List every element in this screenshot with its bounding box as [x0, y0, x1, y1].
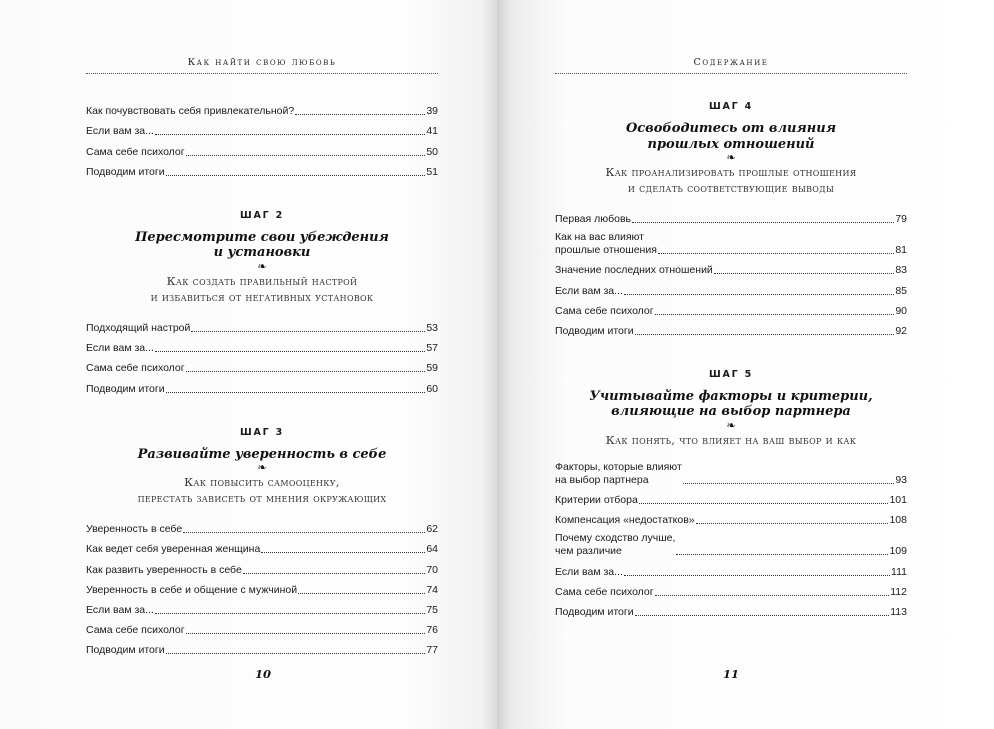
toc-entry-title: Компенсация «недостатков» [555, 514, 695, 527]
toc-content [86, 98, 438, 657]
toc-entry-title: Значение последних отношений [555, 264, 713, 277]
dot-leader [655, 314, 895, 315]
toc-entry-title: Подводим итоги [555, 605, 634, 618]
toc-entry-title: Уверенность в себе и общение с мужчиной [86, 583, 298, 596]
step-subtitle-line: и избавиться от негативных установок [150, 289, 374, 304]
toc-entry-page: 112 [890, 585, 907, 598]
toc-entry[interactable] [555, 507, 907, 527]
toc-entry-page: 111 [891, 565, 907, 578]
step-2-heading [86, 210, 438, 305]
toc-entry[interactable] [86, 637, 438, 657]
page-number: 10 [255, 667, 272, 681]
toc-entry-title-line: Почему сходство лучше, [555, 532, 676, 545]
step-label: ШАГ 5 [708, 368, 754, 380]
toc-entry-title: Подводим итоги [86, 644, 165, 657]
dot-leader [624, 575, 890, 576]
toc-entry[interactable] [555, 206, 907, 226]
toc-entry[interactable] [555, 318, 907, 338]
step-3-heading [86, 427, 438, 507]
toc-entry-title: Подходящий настрой [86, 321, 191, 334]
step-subtitle [555, 164, 907, 196]
step-label: ШАГ 2 [239, 209, 285, 221]
dot-leader [676, 554, 888, 555]
toc-entry-page: 60 [426, 382, 438, 395]
toc-entry-title: Как ведет себя уверенная женщина [86, 543, 261, 556]
toc-entry[interactable] [86, 335, 438, 355]
toc-entry-title: Сама себе психолог [555, 304, 654, 317]
dot-leader [655, 595, 890, 596]
toc-entry-page: 59 [426, 362, 438, 375]
toc-entry[interactable] [86, 355, 438, 375]
toc-entry-page: 70 [426, 563, 438, 576]
step-title [555, 389, 907, 420]
step-title [86, 447, 438, 463]
toc-list [555, 206, 907, 338]
step-subtitle [86, 474, 438, 506]
dot-leader [714, 273, 895, 274]
toc-entry-page: 92 [895, 324, 907, 337]
toc-entry-page: 39 [426, 105, 438, 118]
dot-leader [166, 392, 426, 393]
toc-entry-page: 101 [889, 494, 907, 507]
dot-leader [624, 294, 894, 295]
toc-list [86, 315, 438, 396]
dot-leader [155, 134, 425, 135]
step-4-heading [555, 101, 907, 196]
dot-leader [166, 653, 426, 654]
toc-entry-page: 85 [895, 284, 907, 297]
dot-leader [658, 253, 894, 254]
toc-entry[interactable] [555, 456, 907, 487]
toc-list [86, 516, 438, 657]
running-head: Как найти свою любовь [187, 57, 337, 68]
toc-entry-page: 93 [895, 473, 907, 486]
dot-leader [295, 114, 425, 115]
dot-leader [186, 371, 426, 372]
toc-entry-title-line: Как на вас влияют [555, 231, 644, 244]
toc-entry[interactable] [555, 226, 907, 257]
step-title-line: и установки [213, 245, 311, 261]
dot-leader [191, 331, 425, 332]
toc-entry-title-line: Факторы, которые влияют [555, 460, 682, 473]
step-subtitle-line: Как проанализировать прошлые отношения [605, 165, 857, 179]
toc-entry-page: 75 [426, 603, 438, 616]
step-subtitle-line: Как понять, что влияет на ваш выбор и как [605, 432, 857, 447]
toc-entry-page: 77 [426, 644, 438, 657]
toc-entry-page: 64 [426, 543, 438, 556]
toc-entry-title: Подводим итоги [86, 165, 165, 178]
step-title [555, 121, 907, 152]
toc-entry[interactable] [555, 599, 907, 619]
toc-entry[interactable] [555, 527, 907, 558]
toc-entry-title-line: чем различие [555, 545, 622, 558]
toc-entry-title: Как почувствовать себя привлекательной? [86, 105, 295, 118]
toc-entry-page: 79 [895, 213, 907, 226]
toc-entry-title: Если вам за... [86, 342, 154, 355]
toc-list [86, 98, 438, 179]
dot-leader [683, 483, 895, 484]
dot-leader [261, 552, 425, 553]
step-title-line: Пересмотрите свои убеждения [135, 229, 389, 245]
dot-leader [696, 523, 889, 524]
toc-entry-page: 90 [895, 304, 907, 317]
dot-leader [639, 503, 889, 504]
toc-entry-title: Сама себе психолог [86, 362, 185, 375]
step-subtitle-line: перестать зависеть от мнения окружающих [137, 491, 387, 505]
toc-entry-page: 51 [426, 165, 438, 178]
toc-entry[interactable] [86, 159, 438, 179]
step-title-line: Развивайте уверенность в себе [137, 446, 387, 462]
fleuron-ornament-icon: ❧ [257, 461, 267, 474]
dot-leader [635, 615, 890, 616]
fleuron-ornament-icon: ❧ [726, 418, 736, 432]
running-head: Содержание [693, 57, 769, 68]
toc-entry-title [555, 461, 682, 487]
toc-entry[interactable] [555, 298, 907, 318]
step-subtitle-line: и сделать соответствующие выводы [627, 181, 835, 195]
dot-leader [166, 175, 426, 176]
toc-entry[interactable] [555, 579, 907, 599]
toc-entry-page: 81 [895, 244, 907, 257]
toc-entry-page: 113 [890, 605, 907, 618]
toc-entry-page: 83 [895, 264, 907, 277]
step-label: ШАГ 3 [239, 426, 285, 438]
toc-entry-page: 50 [426, 145, 438, 158]
toc-entry-page: 41 [426, 125, 438, 138]
toc-entry-page: 57 [426, 342, 438, 355]
right-page [497, 0, 994, 729]
step-title-line: Освободитесь от влияния [625, 121, 837, 136]
step-subtitle-line: Как повысить самооценку, [184, 475, 340, 489]
toc-entry-title [555, 532, 675, 558]
header-rule [555, 73, 907, 74]
dot-leader [186, 155, 426, 156]
step-subtitle [555, 432, 907, 448]
toc-entry[interactable] [86, 138, 438, 158]
toc-entry-title: Подводим итоги [86, 382, 165, 395]
toc-entry[interactable] [86, 597, 438, 617]
toc-entry-title: Первая любовь [555, 213, 632, 226]
toc-entry[interactable] [86, 98, 438, 118]
toc-entry-title: Если вам за... [86, 603, 154, 616]
toc-entry-title: Уверенность в себе [86, 523, 183, 536]
toc-entry-title: Сама себе психолог [86, 624, 185, 637]
toc-entry-title: Критерии отбора [555, 494, 638, 507]
step-subtitle-line: Как создать правильный настрой [166, 273, 358, 288]
toc-entry[interactable] [555, 487, 907, 507]
dot-leader [635, 334, 895, 335]
toc-entry-page: 109 [889, 545, 907, 558]
toc-entry-title: Сама себе психолог [555, 585, 654, 598]
toc-entry[interactable] [86, 556, 438, 576]
fleuron-ornament-icon: ❧ [726, 151, 736, 164]
toc-entry-title-line: на выбор партнера [555, 473, 649, 486]
step-title-line: влияющие на выбор партнера [611, 404, 851, 420]
toc-entry-title: Сама себе психолог [86, 145, 185, 158]
toc-content [555, 98, 907, 619]
toc-entry[interactable] [86, 315, 438, 335]
dot-leader [186, 633, 426, 634]
toc-entry[interactable] [86, 617, 438, 637]
toc-entry-title: Если вам за... [555, 565, 623, 578]
dot-leader [155, 351, 425, 352]
dot-leader [298, 593, 425, 594]
toc-entry[interactable] [86, 516, 438, 536]
toc-entry-page: 53 [426, 321, 438, 334]
toc-entry-page: 108 [889, 514, 907, 527]
toc-entry-title: Если вам за... [555, 284, 623, 297]
toc-entry-title: Подводим итоги [555, 324, 634, 337]
dot-leader [243, 573, 426, 574]
toc-entry-page: 76 [426, 624, 438, 637]
step-title-line: прошлых отношений [647, 136, 815, 152]
dot-leader [155, 613, 425, 614]
header-rule [86, 73, 438, 74]
toc-entry-title: Как развить уверенность в себе [86, 563, 242, 576]
toc-entry-page: 74 [426, 583, 438, 596]
dot-leader [183, 532, 425, 533]
step-title [86, 230, 438, 261]
toc-entry[interactable] [86, 536, 438, 556]
step-label: ШАГ 4 [708, 101, 754, 112]
page-number: 11 [723, 667, 740, 681]
toc-entry-title-line: прошлые отношения [555, 244, 657, 257]
step-5-heading [555, 369, 907, 448]
toc-entry[interactable] [86, 577, 438, 597]
toc-entry-title [555, 231, 657, 257]
step-subtitle [86, 273, 438, 305]
dot-leader [632, 222, 894, 223]
fleuron-ornament-icon: ❧ [257, 259, 267, 273]
toc-entry[interactable] [86, 375, 438, 395]
toc-entry-title: Если вам за... [86, 125, 154, 138]
toc-entry[interactable] [555, 257, 907, 277]
toc-entry[interactable] [555, 277, 907, 297]
toc-entry-page: 62 [426, 523, 438, 536]
toc-entry[interactable] [86, 118, 438, 138]
toc-entry[interactable] [555, 558, 907, 578]
step-title-line: Учитывайте факторы и критерии, [589, 388, 873, 404]
toc-list [555, 456, 907, 619]
